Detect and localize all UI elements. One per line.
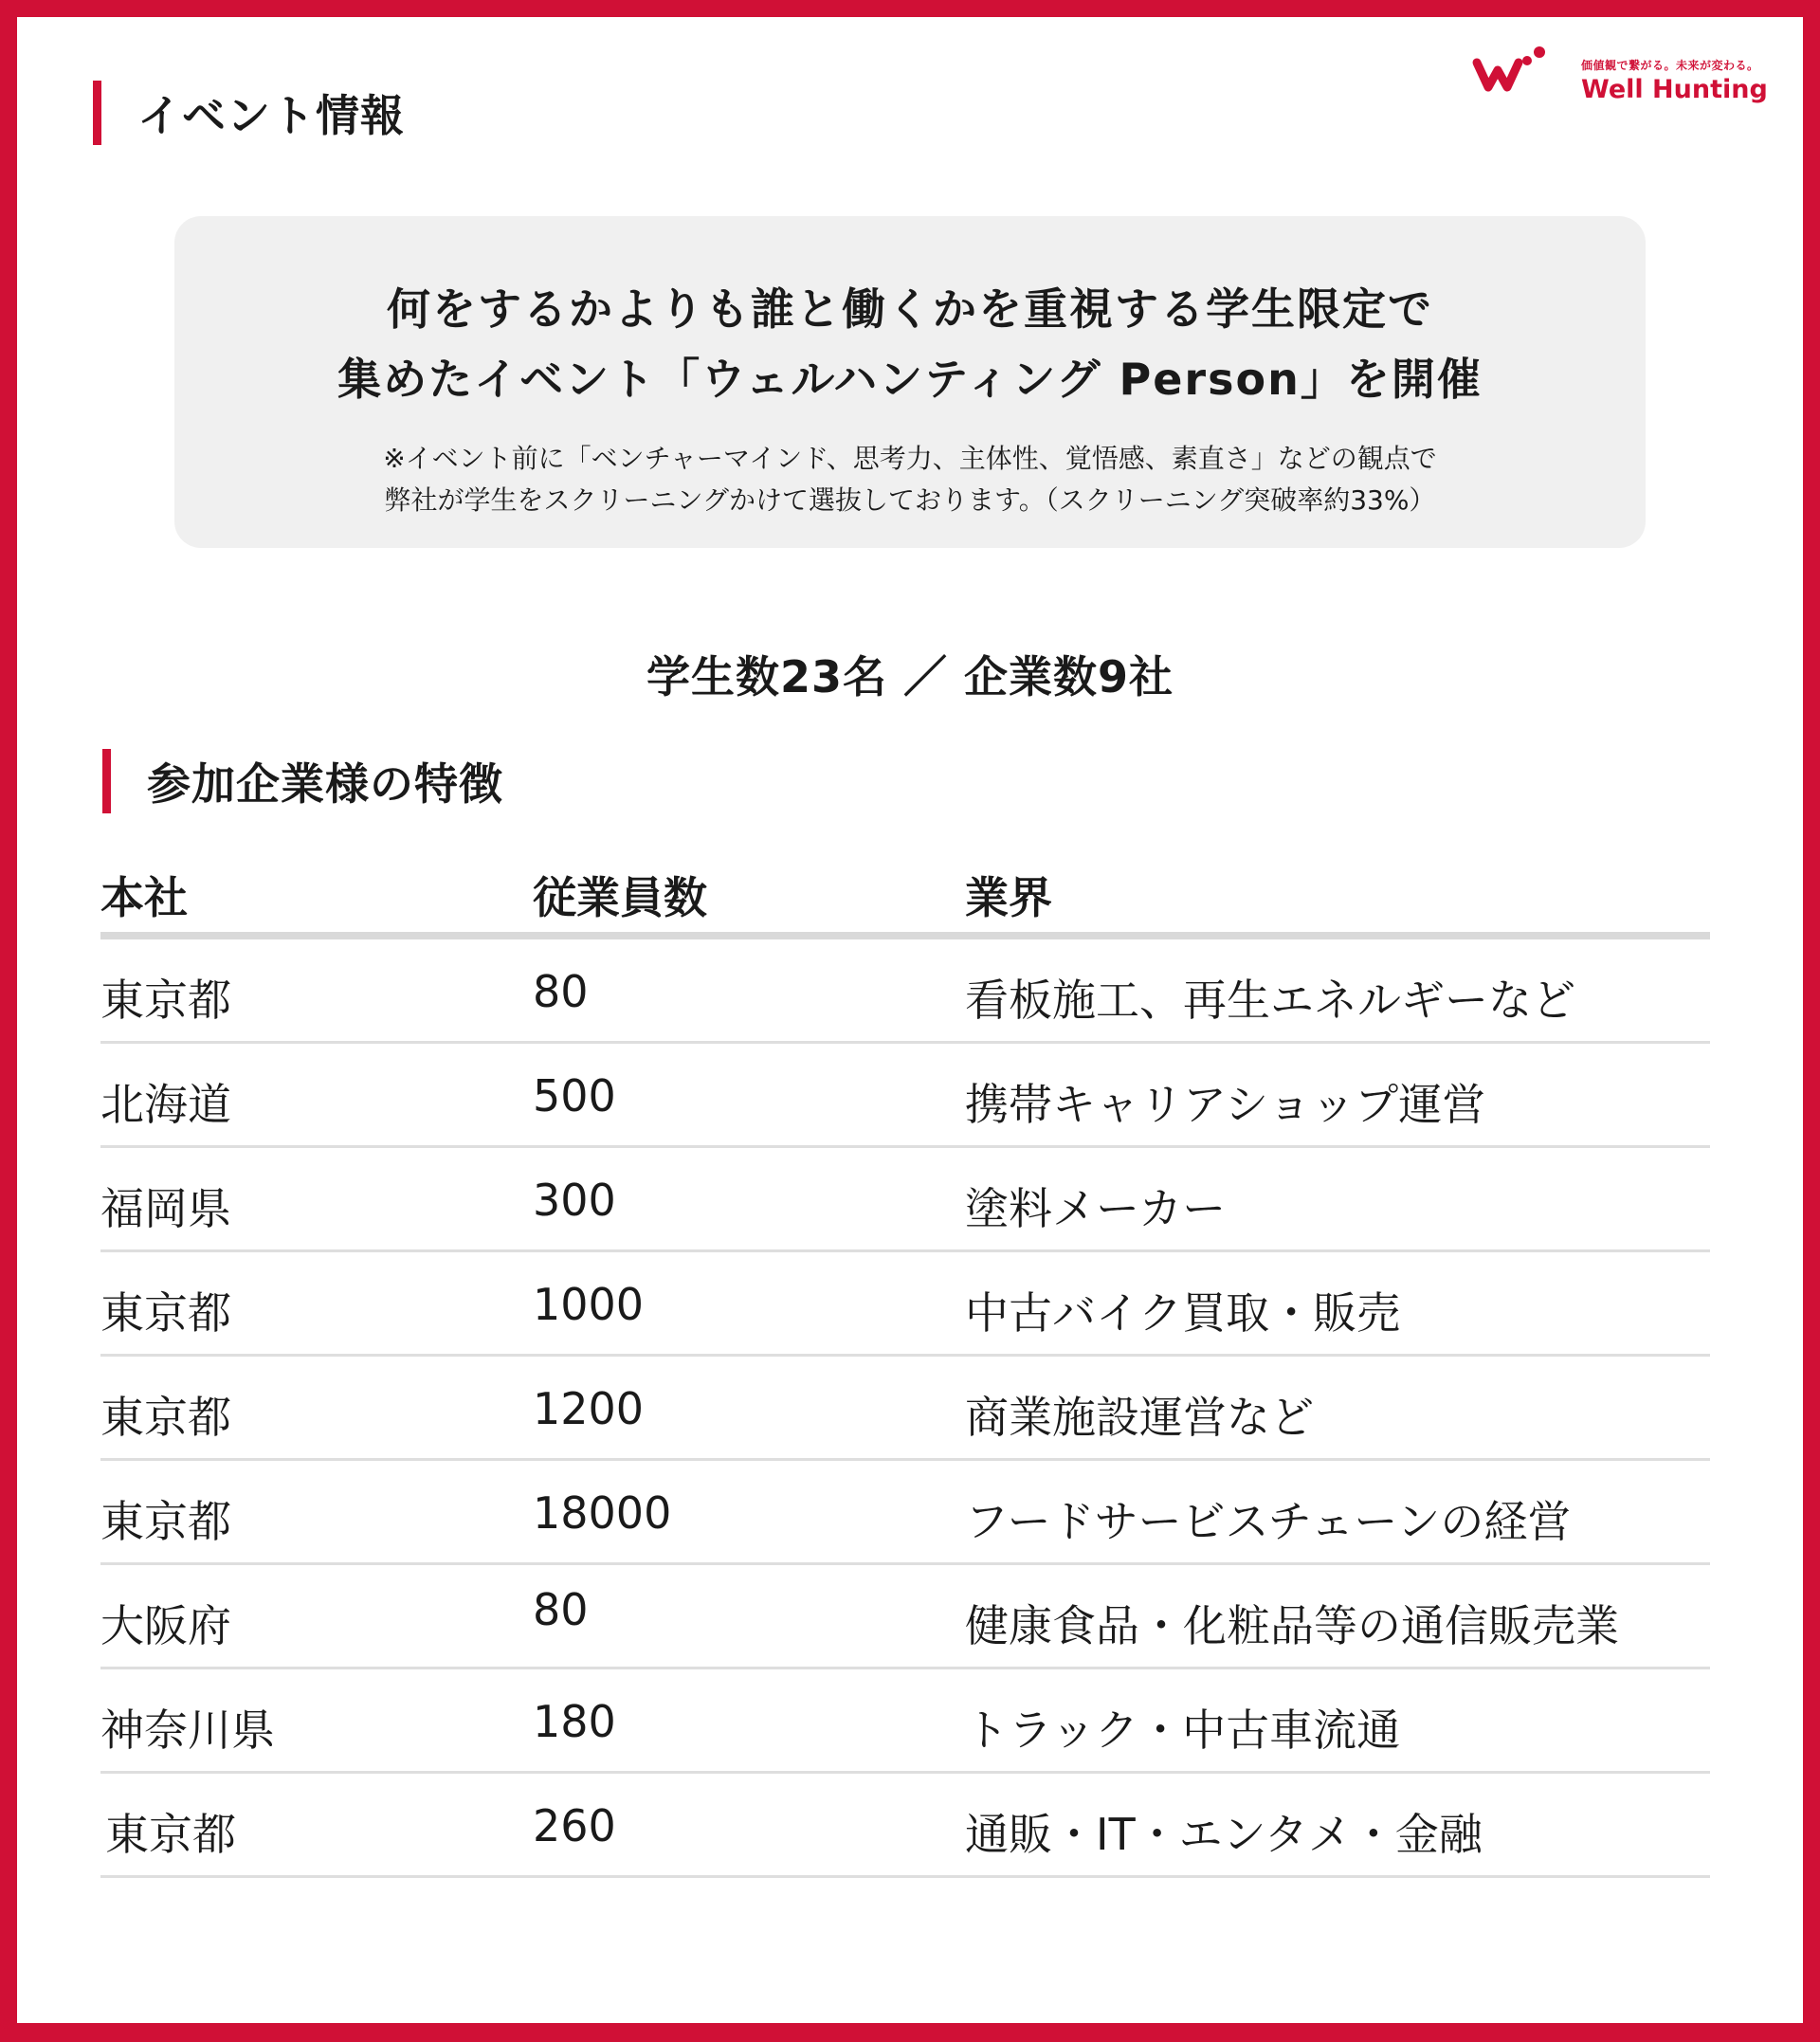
table-row — [100, 1252, 1710, 1357]
table-row — [100, 1565, 1710, 1669]
cell-employees: 260 — [533, 1800, 616, 1851]
cell-headquarters: 東京都 — [100, 1287, 231, 1339]
cell-employees: 18000 — [533, 1487, 672, 1539]
cell-industry: 通販・IT・エンタメ・金融 — [965, 1809, 1483, 1860]
heading-accent-bar — [93, 81, 101, 145]
cell-employees: 80 — [533, 1584, 589, 1635]
table-row — [100, 1148, 1710, 1252]
heading-accent-bar — [102, 749, 111, 813]
header-headquarters: 本社 — [100, 872, 188, 923]
cell-industry: 携帯キャリアショップ運営 — [965, 1079, 1486, 1130]
content-card — [17, 17, 1803, 2023]
event-info-box — [174, 216, 1646, 548]
section-heading-companies — [102, 749, 503, 813]
cell-industry: フードサービスチェーンの経営 — [965, 1496, 1572, 1547]
logo-text-block — [1581, 57, 1780, 104]
cell-headquarters: 東京都 — [100, 1496, 231, 1547]
cell-headquarters: 北海道 — [100, 1079, 231, 1130]
section-title: 参加企業様の特徴 — [147, 758, 503, 810]
cell-industry: トラック・中古車流通 — [965, 1705, 1401, 1756]
cell-industry: 塗料メーカー — [965, 1183, 1227, 1234]
cell-headquarters: 東京都 — [100, 1392, 231, 1443]
cell-industry: 商業施設運営など — [965, 1392, 1314, 1443]
cell-employees: 1000 — [533, 1279, 645, 1330]
table-row — [100, 1669, 1710, 1774]
table-row — [100, 939, 1710, 1044]
header-employees: 従業員数 — [533, 872, 707, 923]
companies-table — [100, 856, 1710, 1878]
event-note-line1: ※イベント前に「ベンチャーマインド、思考力、主体性、覚悟感、素直さ」などの観点で — [383, 443, 1437, 474]
cell-employees: 180 — [533, 1696, 616, 1747]
cell-employees: 300 — [533, 1175, 616, 1226]
cell-industry: 中古バイク買取・販売 — [965, 1287, 1401, 1339]
cell-headquarters: 神奈川県 — [100, 1705, 275, 1756]
cell-industry: 健康食品・化粧品等の通信販売業 — [965, 1600, 1619, 1651]
cell-employees: 80 — [533, 966, 589, 1017]
cell-employees: 500 — [533, 1070, 616, 1121]
event-headline-line1: 何をするかよりも誰と働くかを重視する学生限定で — [387, 283, 1433, 335]
section-heading-event — [93, 81, 405, 145]
table-row — [100, 1774, 1710, 1878]
table-row — [100, 1044, 1710, 1148]
section-title: イベント情報 — [137, 90, 405, 141]
table-header — [100, 856, 1710, 939]
cell-headquarters: 東京都 — [100, 975, 231, 1026]
table-row — [100, 1461, 1710, 1565]
cell-headquarters: 大阪府 — [100, 1600, 231, 1651]
event-note-line2: 弊社が学生をスクリーニングかけて選抜しております。（スクリーニング突破率約33%） — [384, 484, 1436, 516]
logo-tagline: 価値観で繋がる。未来が変わる。 — [1581, 59, 1759, 72]
event-headline-line2: 集めたイベント「ウェルハンティング Person」を開催 — [337, 354, 1483, 405]
cell-headquarters: 東京都 — [105, 1809, 236, 1860]
cell-industry: 看板施工、再生エネルギーなど — [965, 975, 1575, 1026]
cell-employees: 1200 — [533, 1383, 645, 1434]
header-industry: 業界 — [965, 872, 1052, 923]
table-row — [100, 1357, 1710, 1461]
cell-headquarters: 福岡県 — [100, 1183, 231, 1234]
event-stats: 学生数23名 ／ 企業数9社 — [646, 651, 1174, 702]
logo-name: Well Hunting — [1581, 75, 1768, 104]
